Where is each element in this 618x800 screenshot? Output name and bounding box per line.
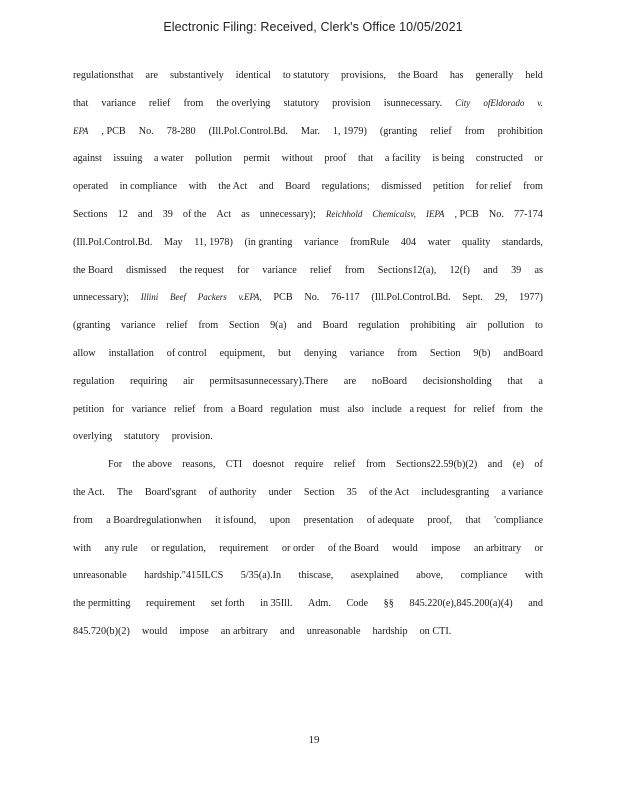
text-word: 9(a) xyxy=(270,320,287,332)
text-word: doesnot xyxy=(252,459,285,471)
text-word: regulation xyxy=(73,375,115,387)
text-word: regulationsthat xyxy=(73,70,134,81)
text-line xyxy=(73,376,543,404)
text-word: 11, 1978) xyxy=(194,236,233,248)
text-word: prohibiting xyxy=(410,320,456,332)
text-word: presentation xyxy=(303,514,354,526)
text-word: overlying xyxy=(73,431,113,443)
text-word: from xyxy=(523,181,543,193)
text-line xyxy=(73,237,543,265)
text-word: are xyxy=(145,70,158,81)
text-line xyxy=(73,404,543,432)
text-word: without xyxy=(281,153,313,165)
text-word: that xyxy=(465,514,481,526)
text-word: and xyxy=(280,625,295,637)
text-word: fromRule xyxy=(350,236,390,248)
text-word: require xyxy=(294,459,324,471)
text-word: 9(b) xyxy=(473,347,491,359)
paragraph xyxy=(73,70,543,459)
text-word: 29, xyxy=(494,292,508,304)
text-word: dismissed xyxy=(126,264,167,276)
text-word: (granting xyxy=(379,125,418,137)
text-word: or xyxy=(534,542,543,554)
text-line xyxy=(73,320,543,348)
text-word: for xyxy=(237,264,250,276)
text-word: CTI xyxy=(225,459,243,471)
text-word: 76-117 xyxy=(331,292,360,304)
text-word: asexplained xyxy=(350,570,399,582)
text-word: v. xyxy=(537,97,543,108)
text-word: relief xyxy=(473,403,495,415)
text-word: Code xyxy=(346,598,368,610)
text-word: (e) xyxy=(512,459,525,471)
text-word: the permitting xyxy=(73,598,131,610)
text-word: For xyxy=(108,459,123,471)
text-word: with xyxy=(188,181,207,193)
text-word: variance xyxy=(262,264,297,276)
paragraph xyxy=(73,459,543,654)
text-line xyxy=(73,153,543,181)
text-word: unreasonable xyxy=(306,625,361,637)
text-word: for relief xyxy=(475,181,512,193)
text-word: variance xyxy=(131,403,167,415)
text-word: a request xyxy=(409,403,446,415)
text-word: 39 xyxy=(162,208,173,220)
text-word: upon xyxy=(269,514,291,526)
text-line xyxy=(73,126,543,154)
document-body xyxy=(73,70,543,654)
text-word: 845.220(e),845.200(a)(4) xyxy=(409,598,513,610)
text-word: 845.720(b)(2) xyxy=(73,625,130,637)
text-word: impose xyxy=(179,625,209,637)
text-line xyxy=(73,70,543,98)
text-word: (Ill.Pol.Control.Bd. xyxy=(208,125,288,137)
text-word: 35 xyxy=(346,486,357,498)
text-word: 5/35(a).In xyxy=(240,570,282,582)
text-word: Section xyxy=(228,320,260,332)
text-word: dismissed xyxy=(381,181,422,193)
text-word: a water xyxy=(153,153,184,165)
text-word: May xyxy=(163,236,183,248)
text-word: the Board xyxy=(397,70,438,81)
text-word: and xyxy=(137,208,153,220)
text-line xyxy=(73,543,543,571)
text-word: (Ill.Pol.Control.Bd. xyxy=(73,236,153,248)
text-word: from xyxy=(183,97,204,109)
text-word: Packers xyxy=(197,292,227,303)
text-line xyxy=(73,348,543,376)
text-word: Adm. xyxy=(307,598,331,610)
text-word: and xyxy=(487,459,503,471)
text-word: Board xyxy=(285,181,311,193)
text-word: 12(f) xyxy=(449,264,470,276)
text-word: proof, xyxy=(427,514,453,526)
text-word: the request xyxy=(179,264,224,276)
text-word: must xyxy=(319,403,340,415)
text-word: variance xyxy=(101,97,136,109)
text-word: 1, 1979) xyxy=(332,125,367,137)
text-word: Section xyxy=(303,486,335,498)
text-word: standards, xyxy=(501,236,543,248)
text-word: has xyxy=(449,70,464,81)
text-word: 39 xyxy=(511,264,522,276)
filing-stamp-header: Electronic Filing: Received, Clerk's Office 10/05/2021 xyxy=(163,20,463,34)
text-word: denying xyxy=(304,347,337,359)
text-word: provision xyxy=(332,97,371,109)
text-word: relief xyxy=(333,459,356,471)
text-word: the Act. xyxy=(73,486,105,498)
text-word: to xyxy=(534,320,543,332)
text-word: requirement xyxy=(146,598,196,610)
text-word: IEPA xyxy=(426,208,445,219)
text-word: in 35Ill. xyxy=(260,598,293,610)
text-word: from xyxy=(502,403,523,415)
text-word: the xyxy=(530,403,543,415)
text-word: equipment, xyxy=(219,347,266,359)
text-word: the above xyxy=(132,459,172,471)
text-word: pollution xyxy=(487,320,525,332)
text-word: identical xyxy=(235,70,271,81)
text-word: as xyxy=(534,264,543,276)
text-word: regulation xyxy=(270,403,312,415)
text-word: allow xyxy=(73,347,96,359)
text-word: Beef xyxy=(169,292,186,303)
text-line xyxy=(73,626,543,654)
text-word: of xyxy=(534,459,543,471)
text-line xyxy=(73,515,543,543)
text-word: includesgranting xyxy=(421,486,490,498)
text-word: Act xyxy=(216,208,232,220)
text-word: set forth xyxy=(210,598,245,610)
text-word: that xyxy=(73,97,89,109)
text-word: of authority xyxy=(208,486,257,498)
text-word: and xyxy=(528,598,543,610)
text-word: issuing xyxy=(113,153,143,165)
text-word: from xyxy=(464,125,485,137)
text-word: 78-280 xyxy=(166,125,196,137)
text-word: to statutory xyxy=(282,70,329,81)
text-word: reasons, xyxy=(182,459,216,471)
text-word: Sections12(a), xyxy=(377,264,437,276)
text-word: Reichhold xyxy=(325,208,363,219)
text-word: variance xyxy=(349,347,385,359)
text-word: of the Act xyxy=(368,486,410,498)
text-word: unnecessary); xyxy=(73,292,130,304)
text-word: from xyxy=(198,320,219,332)
text-line xyxy=(73,265,543,293)
text-word: (Ill.Pol.Control.Bd. xyxy=(371,292,451,304)
text-word: decisionsholding xyxy=(422,375,492,387)
text-word: on CTI. xyxy=(419,625,452,637)
text-word: ofEldorado xyxy=(483,97,525,108)
text-word: constructed xyxy=(475,153,523,165)
text-word: proof xyxy=(324,153,347,165)
text-word: of the Board xyxy=(327,542,379,554)
text-word: 1977) xyxy=(519,292,543,304)
text-word: would xyxy=(392,542,418,554)
text-word: Illini xyxy=(140,292,159,303)
text-word: regulation xyxy=(358,320,400,332)
text-word: above, xyxy=(416,570,444,582)
text-word: variance xyxy=(304,236,339,248)
text-word: variance xyxy=(121,320,156,332)
text-word: of the xyxy=(182,208,207,220)
text-word: No. xyxy=(138,125,154,137)
text-word: generally xyxy=(475,70,514,81)
text-word: operated xyxy=(73,181,109,193)
text-line xyxy=(73,292,543,320)
text-word: and xyxy=(258,181,274,193)
text-word: or regulation, xyxy=(151,542,206,554)
text-word: a Board xyxy=(230,403,263,415)
text-word: Board xyxy=(322,320,348,332)
text-word: an arbitrary xyxy=(473,542,522,554)
text-word: relief xyxy=(173,403,196,415)
text-word: provisions, xyxy=(340,70,386,81)
text-word: Chemicalsv, xyxy=(372,208,416,219)
text-word: the Board xyxy=(73,264,113,276)
text-word: No. xyxy=(304,292,320,304)
text-word: that xyxy=(507,375,523,387)
text-word: relief xyxy=(166,320,188,332)
text-word: air xyxy=(466,320,477,332)
text-word: would xyxy=(141,625,168,637)
text-word: from xyxy=(397,347,417,359)
text-word: City xyxy=(455,97,471,108)
text-word: permitsasunnecessary).There xyxy=(209,375,329,387)
text-word: that xyxy=(357,153,374,165)
text-word: regulations; xyxy=(321,181,370,193)
text-word: relief xyxy=(430,125,452,137)
text-word: statutory xyxy=(283,97,320,109)
text-word: requiring xyxy=(130,375,168,387)
text-word: , PCB xyxy=(101,125,126,137)
text-word: Section xyxy=(429,347,461,359)
text-word: Board'sgrant xyxy=(144,486,197,498)
text-line xyxy=(73,598,543,626)
text-word: Sections xyxy=(73,208,108,220)
text-word: v.EPA, xyxy=(238,292,262,303)
page-number: 19 xyxy=(308,734,320,746)
text-word: from xyxy=(73,514,93,526)
text-word: Mar. xyxy=(300,125,320,137)
text-word: thiscase, xyxy=(298,570,334,582)
text-word: in compliance xyxy=(119,181,178,193)
text-word: (granting xyxy=(73,320,111,332)
text-word: with xyxy=(524,570,543,582)
text-word: from xyxy=(365,459,386,471)
text-word: quality xyxy=(462,236,491,248)
text-word: prohibition xyxy=(497,125,543,137)
text-word: petition xyxy=(73,403,105,415)
text-word: EPA xyxy=(73,125,89,136)
text-word: isunnecessary. xyxy=(383,97,443,109)
text-word: but xyxy=(278,347,292,359)
text-word: The xyxy=(116,486,133,498)
text-word: hardship."415ILCS xyxy=(144,570,224,582)
text-word: relief xyxy=(310,264,332,276)
text-word: and xyxy=(297,320,312,332)
text-word: petition xyxy=(432,181,465,193)
text-word: Sections22.59(b)(2) xyxy=(396,459,478,471)
text-word: PCB xyxy=(273,292,293,304)
text-word: , PCB xyxy=(454,208,479,220)
text-word: for xyxy=(453,403,466,415)
text-word: 404 xyxy=(400,236,417,248)
text-line xyxy=(73,487,543,515)
text-word: or xyxy=(534,153,543,165)
text-line xyxy=(73,431,543,459)
text-word: from xyxy=(203,403,224,415)
text-word: also xyxy=(347,403,364,415)
text-word: an arbitrary xyxy=(220,625,269,637)
text-word: or order xyxy=(281,542,315,554)
text-word: a facility xyxy=(384,153,421,165)
text-word: Sept. xyxy=(462,292,483,304)
text-word: under xyxy=(268,486,292,498)
text-word: statutory xyxy=(124,431,160,443)
text-word: with xyxy=(73,542,92,554)
text-word: compliance xyxy=(460,570,508,582)
text-word: include xyxy=(371,403,402,415)
text-word: held xyxy=(525,70,543,81)
text-word: noBoard xyxy=(371,375,407,387)
text-word: 'compliance xyxy=(494,514,543,526)
text-line xyxy=(73,181,543,209)
text-word: No. xyxy=(488,208,504,220)
text-word: pollution xyxy=(195,153,232,165)
text-word: requirement xyxy=(219,542,269,554)
text-word: a xyxy=(538,375,543,387)
text-word: the Act xyxy=(218,181,248,193)
text-word: installation xyxy=(108,347,154,359)
text-word: unnecessary); xyxy=(259,208,316,220)
text-word: 77-174 xyxy=(513,208,543,220)
text-word: it isfound, xyxy=(215,514,257,526)
text-word: 12 xyxy=(117,208,128,220)
text-word: impose xyxy=(431,542,461,554)
text-word: is being xyxy=(432,153,465,165)
text-word: a Boardregulationwhen xyxy=(106,514,202,526)
text-word: the overlying xyxy=(216,97,271,109)
text-word: air xyxy=(183,375,194,387)
text-line xyxy=(73,98,543,126)
text-word: provision. xyxy=(171,431,213,443)
text-word: of control xyxy=(166,347,207,359)
text-line xyxy=(73,459,543,487)
text-word: are xyxy=(343,375,357,387)
text-word: unreasonable xyxy=(73,570,127,582)
text-word: substantively xyxy=(169,70,224,81)
text-word: a variance xyxy=(501,486,543,498)
text-word: for xyxy=(111,403,124,415)
text-word: water xyxy=(427,236,451,248)
text-word: (in granting xyxy=(244,236,293,248)
text-word: from xyxy=(344,264,365,276)
text-word: of adequate xyxy=(366,514,414,526)
text-word: as xyxy=(241,208,250,220)
text-word: §§ xyxy=(383,598,394,610)
text-word: andBoard xyxy=(503,347,543,359)
text-line xyxy=(73,209,543,237)
text-word: against xyxy=(73,153,102,165)
text-line xyxy=(73,570,543,598)
text-word: any rule xyxy=(104,542,138,554)
text-word: and xyxy=(483,264,498,276)
text-word: relief xyxy=(148,97,171,109)
text-word: permit xyxy=(243,153,271,165)
text-word: hardship xyxy=(372,625,408,637)
